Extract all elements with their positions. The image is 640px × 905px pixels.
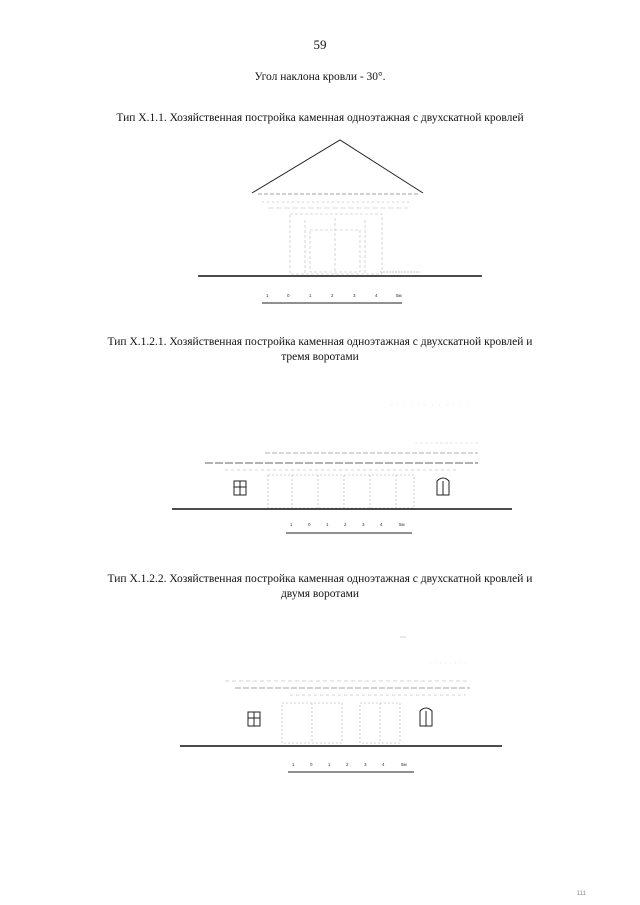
- gates-area: [282, 703, 400, 743]
- scale-tick: 2: [344, 522, 347, 527]
- window-right: [420, 708, 432, 726]
- scale-tick: 4: [380, 522, 383, 527]
- scale-tick: 3: [362, 522, 365, 527]
- scale-tick: 1: [309, 293, 312, 298]
- scale-tick: 5м: [401, 762, 407, 767]
- section-3-scale-bar: [288, 762, 414, 772]
- window-right: [437, 478, 449, 495]
- building-walls: [290, 214, 382, 274]
- scale-tick: 2: [331, 293, 334, 298]
- scale-tick: 0: [308, 522, 311, 527]
- scale-tick: 3: [364, 762, 367, 767]
- scale-tick: 5м: [399, 522, 405, 527]
- section-2-scale-bar: [286, 522, 412, 533]
- scale-tick: 0: [287, 293, 290, 298]
- scale-tick: 4: [375, 293, 378, 298]
- section-2-caption-line2: тремя воротами: [281, 351, 359, 363]
- scale-tick: 3: [353, 293, 356, 298]
- section-1-scale-bar: [262, 293, 402, 303]
- gates-area: [268, 475, 414, 508]
- page-number: 59: [313, 37, 327, 52]
- section-1-elevation-drawing: [0, 130, 640, 315]
- scale-tick: 1: [290, 522, 293, 527]
- section-3-caption-line2: двумя воротами: [280, 588, 360, 600]
- section-2-elevation-drawing: [0, 395, 640, 545]
- scale-tick: 0: [310, 762, 313, 767]
- roof-angle-note: Угол наклона кровли - 30°.: [254, 71, 386, 83]
- scale-tick: 5м: [396, 293, 402, 298]
- window-left: [234, 481, 246, 495]
- scale-tick: 1: [326, 522, 329, 527]
- section-1-caption: Тип Х.1.1. Хозяйственная постройка каменная одноэтажная с двухскатной кровлей: [116, 112, 524, 124]
- roof-outline: [252, 140, 423, 193]
- scale-tick: 2: [346, 762, 349, 767]
- section-3-elevation-drawing: [0, 625, 640, 775]
- scale-tick: 1: [328, 762, 331, 767]
- footer-mark: 111: [576, 891, 586, 897]
- section-2-caption-line1: Тип Х.1.2.1. Хозяйственная постройка каменная одноэтажная с двухскатной кровлей и: [107, 336, 533, 348]
- window-left: [248, 712, 260, 726]
- section-3-caption-line1: Тип Х.1.2.2. Хозяйственная постройка каменная одноэтажная с двухскатной кровлей и: [107, 573, 533, 585]
- scale-tick: 4: [382, 762, 385, 767]
- scale-tick: 1: [266, 293, 269, 298]
- scale-tick: 1: [292, 762, 295, 767]
